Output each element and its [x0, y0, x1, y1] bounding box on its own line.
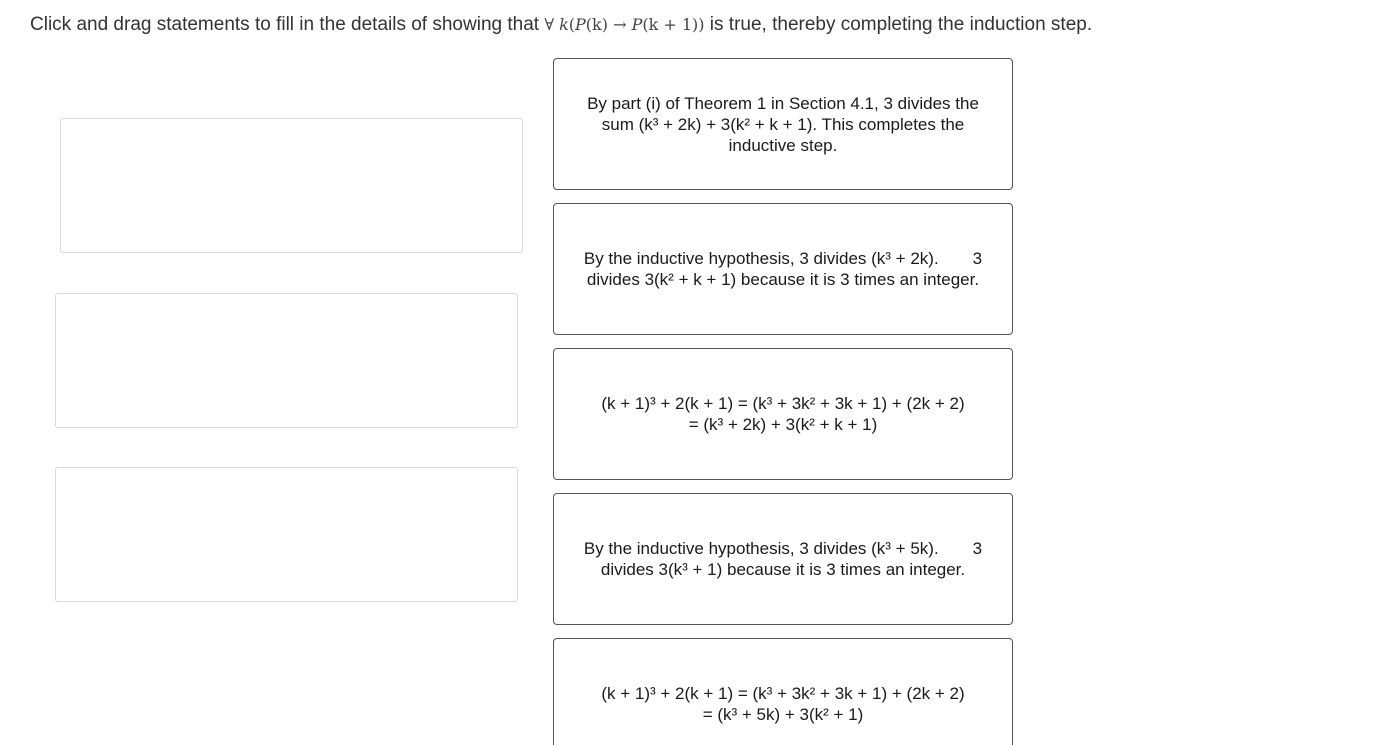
formula-pk: (k) [585, 15, 608, 34]
implies-arrow: → [607, 15, 632, 34]
drop-zone-3[interactable] [55, 467, 518, 602]
formula-paren: ( [568, 15, 576, 34]
formula-p2: P [631, 15, 643, 34]
drop-zone-2[interactable] [55, 293, 518, 428]
card-4-line-1b: 3 [972, 539, 983, 558]
card-4-line-1 [584, 538, 982, 559]
statement-card-3[interactable] [553, 348, 1013, 480]
card-2-line-1a: By the inductive hypothesis, 3 divides (k³ + 2k). [583, 249, 939, 268]
formula-pk1: (k + 1)) [642, 15, 705, 34]
formula-k: k [559, 15, 569, 34]
instructions-after: is true, thereby completing the induction step. [704, 14, 1093, 35]
card-1-line-3: inductive step. [728, 135, 838, 155]
statement-card-5[interactable] [553, 638, 1013, 745]
instructions-formula [544, 15, 704, 34]
statement-card-1[interactable] [553, 58, 1013, 190]
instructions-before: Click and drag statements to fill in the details of showing that [30, 14, 545, 35]
forall-symbol: ∀ [544, 15, 554, 34]
card-2-line-2: divides 3(k² + k + 1) because it is 3 times an integer. [586, 270, 980, 289]
card-1-line-2: sum (k³ + 2k) + 3(k² + k + 1). This completes the [601, 114, 965, 134]
card-2-line-1 [584, 248, 982, 269]
formula-p1: P [575, 15, 586, 34]
card-3-line-2: = (k³ + 2k) + 3(k² + k + 1) [688, 415, 878, 434]
card-2-line-1b: 3 [972, 249, 983, 268]
drop-zone-1[interactable] [60, 118, 523, 253]
instructions-text [30, 14, 1092, 36]
card-3-line-1: (k + 1)³ + 2(k + 1) = (k³ + 3k² + 3k + 1) + (2k + 2) [601, 394, 965, 413]
statement-card-4[interactable] [553, 493, 1013, 625]
statement-card-2[interactable] [553, 203, 1013, 335]
card-1-line-1: By part (i) of Theorem 1 in Section 4.1, 3 divides the [587, 93, 979, 113]
card-4-line-2: divides 3(k³ + 1) because it is 3 times an integer. [600, 560, 966, 579]
card-4-line-1a: By the inductive hypothesis, 3 divides (k³ + 5k). [583, 539, 939, 558]
card-5-line-2: = (k³ + 5k) + 3(k² + 1) [702, 705, 864, 724]
card-5-line-1: (k + 1)³ + 2(k + 1) = (k³ + 3k² + 3k + 1) + (2k + 2) [601, 684, 965, 703]
